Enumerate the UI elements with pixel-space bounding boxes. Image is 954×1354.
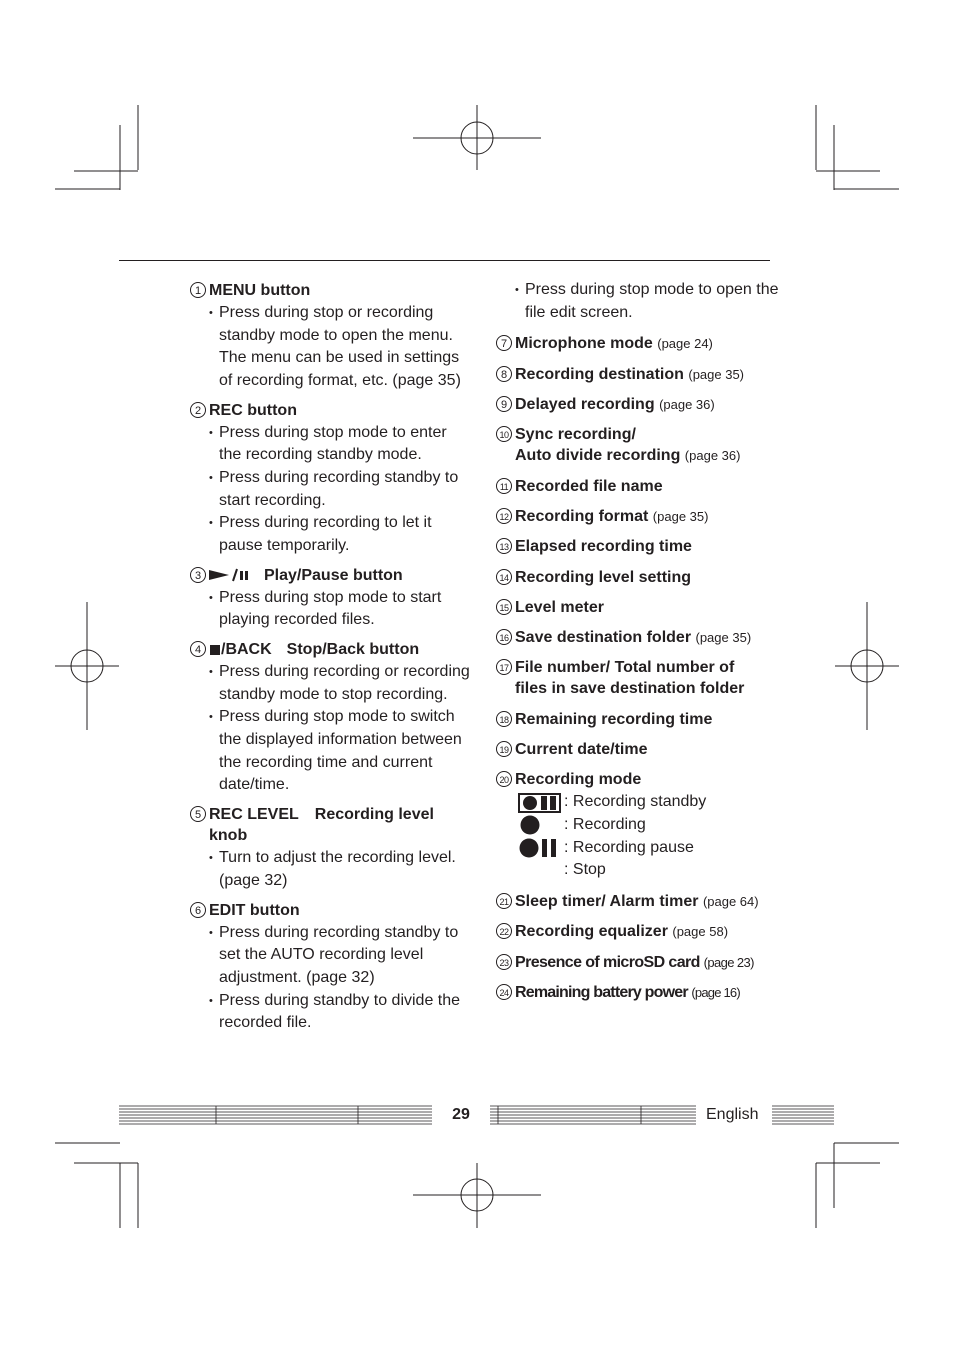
item-file-number [496, 657, 786, 699]
item-title: Level meter [515, 598, 604, 616]
item-title: Stop/Back button [286, 641, 420, 659]
recording-mode-list [496, 791, 786, 881]
item-title: Remaining battery power [515, 983, 688, 1001]
bullet: • Turn to adjust the recording level. (page 32) [209, 847, 470, 892]
item-number: 22 [496, 923, 512, 939]
item-delayed-recording [496, 394, 786, 415]
item-stop-back-button [190, 639, 470, 797]
item-title: Recording destination [515, 365, 684, 383]
left-column [190, 280, 470, 1035]
item-number: 17 [496, 659, 512, 675]
mode-label: : Recording standby [564, 793, 707, 811]
item-recorded-file-name [496, 476, 786, 497]
item-number: 10 [496, 426, 512, 442]
page-ref: (page 23) [703, 954, 754, 970]
bullet: • Press during recording or recording standby mode to stop recording. [209, 661, 470, 706]
item-recording-equalizer [496, 921, 786, 942]
item-number: 7 [496, 335, 512, 351]
mode-row [518, 837, 786, 860]
item-number: 3 [190, 567, 206, 583]
recording-icon [518, 815, 562, 835]
item-title: Delayed recording [515, 396, 655, 414]
item-number: 2 [190, 402, 206, 418]
item-number: 5 [190, 806, 206, 822]
stop-icon [209, 643, 221, 657]
item-edit-button [190, 900, 470, 1035]
item-number: 19 [496, 741, 512, 757]
item-number: 21 [496, 893, 512, 909]
item-number: 4 [190, 641, 206, 657]
mode-label: : Stop [564, 861, 606, 879]
item-remaining-battery-power [496, 982, 786, 1003]
item-title: Remaining recording time [515, 710, 713, 728]
item-presence-of-microsd-card [496, 952, 786, 973]
mode-label: : Recording pause [564, 838, 694, 856]
item-title-line2: Auto divide recording [515, 447, 681, 465]
item-current-date-time [496, 739, 786, 760]
item-level-meter [496, 597, 786, 618]
item-title: Save destination folder [515, 629, 692, 647]
item-title: Play/Pause button [264, 566, 403, 584]
item-number: 23 [496, 954, 512, 970]
recording-standby-icon [518, 793, 562, 813]
item-recording-destination [496, 364, 786, 385]
item-title: File number/ Total number of [515, 659, 735, 677]
bullet: • Press during stop or recording standby mode to open the menu. The menu can be used in settings of recording format, etc. (page 35) [209, 302, 470, 392]
item-menu-button [190, 280, 470, 392]
right-column [496, 280, 786, 1003]
page-ref: (page 36) [659, 397, 715, 413]
item-title: Presence of microSD card [515, 953, 700, 971]
item-number: 6 [190, 902, 206, 918]
page-ref: (page 58) [672, 924, 729, 940]
item-recording-level-setting [496, 567, 786, 588]
item-elapsed-recording-time [496, 536, 786, 557]
item-number: 16 [496, 629, 512, 645]
bullet: • Press during standby to divide the recorded file. [209, 990, 470, 1035]
item-rec-button [190, 400, 470, 558]
item-save-destination-folder [496, 627, 786, 648]
page-ref: (page 24) [657, 336, 713, 352]
item-number: 12 [496, 508, 512, 524]
item-number: 15 [496, 599, 512, 615]
item-title: Recording equalizer [515, 923, 668, 941]
bullet: • Press during stop mode to enter the recording standby mode. [209, 422, 470, 467]
item-number: 20 [496, 771, 512, 787]
bullet: • Press during stop mode to start playing recorded files. [209, 587, 470, 632]
item-title-line2: files in save destination folder [515, 680, 745, 698]
page-ref: (page 16) [691, 984, 740, 1000]
bullet: • Press during stop mode to open the file edit screen. [515, 279, 786, 324]
item-title: Recording format [515, 507, 649, 525]
language-label: English [706, 1106, 759, 1123]
recording-pause-icon [518, 838, 562, 858]
item-recording-mode [496, 769, 786, 790]
bullet: • Press during recording standby to start recording. [209, 467, 470, 512]
item-number: 1 [190, 282, 206, 298]
item-title: Recorded file name [515, 477, 663, 495]
item-play-pause-button [190, 565, 470, 632]
item-number: 9 [496, 396, 512, 412]
item-rec-level-knob [190, 804, 470, 892]
page-footer [0, 1103, 954, 1127]
bullet: • Press during recording standby to set the AUTO recording level adjustment. (page 32) [209, 922, 470, 990]
bullet: • Press during recording to let it pause temporarily. [209, 512, 470, 557]
item-remaining-recording-time [496, 709, 786, 730]
item-microphone-mode [496, 333, 786, 354]
item-number: 18 [496, 711, 512, 727]
item-recording-format [496, 506, 786, 527]
play-pause-icon [209, 568, 253, 582]
page-ref: (page 64) [702, 894, 759, 910]
item-title: Recording mode [515, 771, 642, 789]
item-title: Sync recording/ [515, 426, 636, 444]
page-ref: (page 35) [695, 630, 752, 646]
item-title: Sleep timer/ Alarm timer [515, 893, 699, 911]
item-sleep-alarm-timer [496, 891, 786, 912]
mode-row [518, 859, 786, 882]
mode-label: : Recording [564, 815, 646, 833]
item-title-mid: /BACK [221, 641, 272, 659]
item-title: EDIT button [209, 901, 300, 919]
item-number: 14 [496, 569, 512, 585]
page-ref: (page 35) [652, 508, 709, 524]
item-title: Elapsed recording time [515, 538, 692, 556]
mode-row [518, 814, 786, 837]
page-ref: (page 36) [684, 448, 741, 464]
bullet: • Press during stop mode to switch the displayed information between the recording time and current date/time. [209, 706, 470, 796]
item-title: MENU button [209, 282, 311, 299]
item-number: 13 [496, 538, 512, 554]
item-title: Microphone mode [515, 335, 653, 353]
item-sync-recording [496, 424, 786, 466]
item-title: REC button [209, 401, 297, 419]
item-title: Recording level setting [515, 568, 692, 586]
page-ref: (page 35) [688, 366, 745, 382]
item-title: Current date/time [515, 741, 648, 759]
item-number: 24 [496, 984, 512, 1000]
mode-row [518, 791, 786, 814]
item-number: 8 [496, 366, 512, 382]
page-number: 29 [452, 1106, 470, 1123]
item-title: REC LEVEL Recording level knob [209, 806, 434, 845]
item-number: 11 [496, 478, 512, 494]
